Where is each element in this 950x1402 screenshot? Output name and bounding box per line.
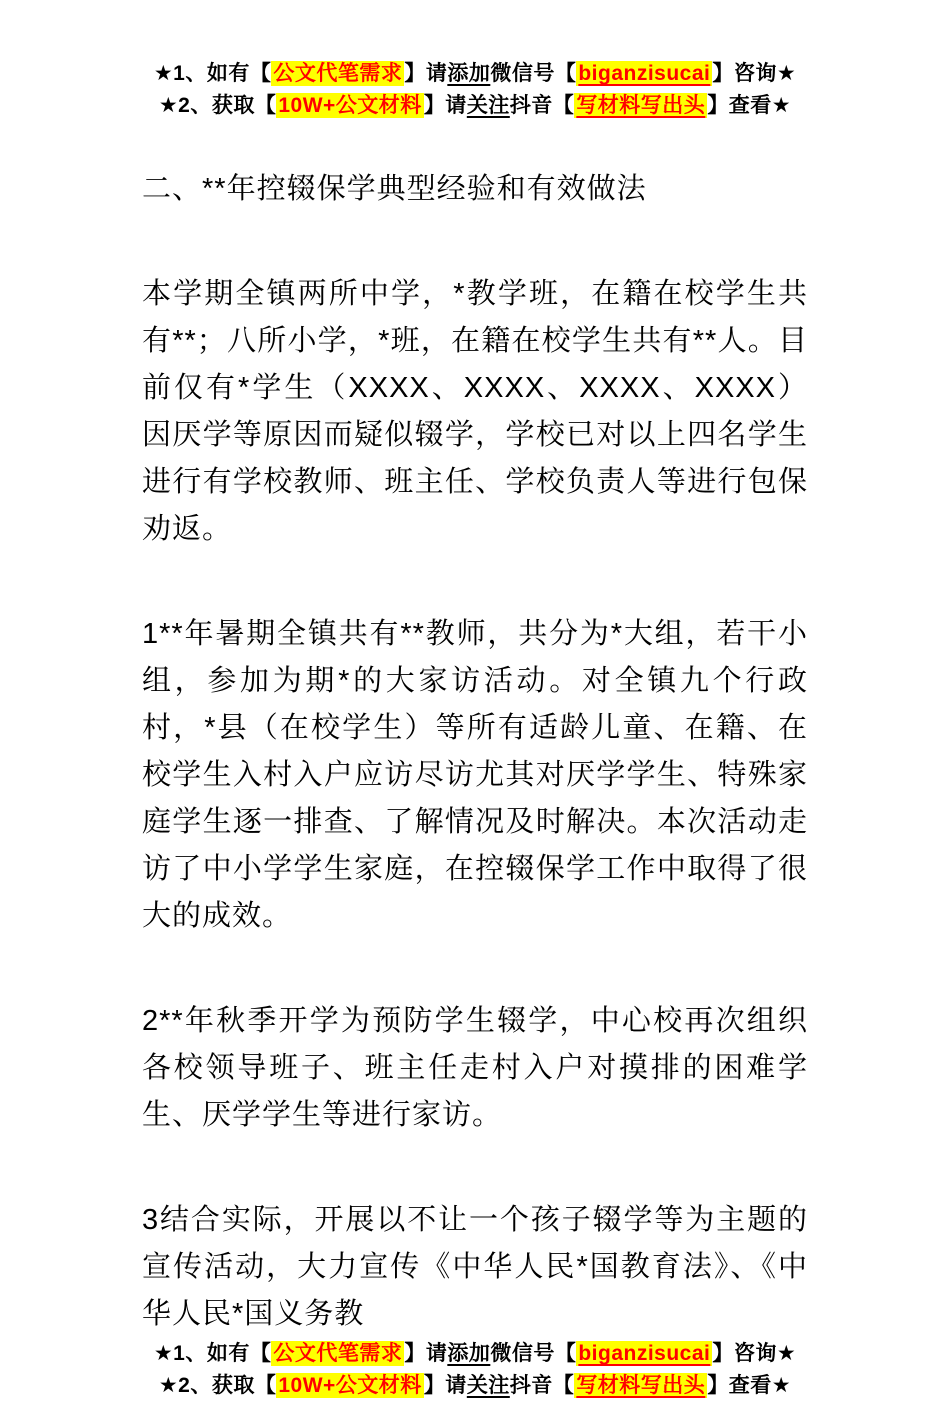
paragraph-2: 1**年暑期全镇共有**教师，共分为*大组，若干小组，参加为期*的大家访活动。对全镇九个行政村，*县（在校学生）等所有适龄儿童、在籍、在校学生入村入户应访尽访尤其对厌学学生、特殊家庭学生逐一排查、了解情况及时解决。本次活动走访了中小学学生家庭，在控辍保学工作中取得了很大的成效。: [142, 618, 808, 932]
promo-segment: 添加: [447, 1342, 491, 1365]
promo-segment: 】查看★: [707, 1374, 792, 1397]
promo-segment: 】请: [404, 1342, 448, 1365]
promo-segment: 】请: [423, 1374, 467, 1397]
promo-footer: [142, 1338, 808, 1402]
promo-segment: 关注: [466, 1374, 510, 1397]
promo-segment: 微信号【: [490, 1342, 577, 1365]
promo-header-line-1: [142, 58, 808, 90]
promo-segment: ★1、如有【: [153, 62, 272, 85]
promo-segment: 10W+公文材料: [278, 1374, 422, 1397]
promo-segment: 】咨询★: [712, 62, 797, 85]
promo-segment: biganzisucai: [578, 1342, 711, 1365]
promo-footer-line-1: [142, 1338, 808, 1370]
document-body: [142, 166, 808, 1338]
promo-segment: 写材料写出头: [576, 94, 706, 117]
paragraph-3: 2**年秋季开学为预防学生辍学，中心校再次组织各校领导班子、班主任走村入户对摸排的困难学生、厌学学生等进行家访。: [142, 1005, 808, 1131]
promo-segment: 】查看★: [707, 94, 792, 117]
promo-segment: 添加: [447, 62, 491, 85]
promo-header: [142, 58, 808, 122]
promo-segment: 抖音【: [509, 1374, 575, 1397]
promo-segment: 关注: [466, 94, 510, 117]
promo-segment: 】请: [423, 94, 467, 117]
promo-footer-line-2: [142, 1370, 808, 1402]
promo-segment: 】请: [404, 62, 448, 85]
section-heading: 二、**年控辍保学典型经验和有效做法: [142, 173, 647, 205]
promo-segment: biganzisucai: [578, 62, 711, 85]
promo-segment: 微信号【: [490, 62, 577, 85]
promo-segment: 写材料写出头: [576, 1374, 706, 1397]
promo-segment: ★1、如有【: [153, 1342, 272, 1365]
promo-segment: 抖音【: [509, 94, 575, 117]
promo-segment: ★2、获取【: [158, 1374, 277, 1397]
promo-segment: 10W+公文材料: [278, 94, 422, 117]
promo-header-line-2: [142, 90, 808, 122]
promo-segment: ★2、获取【: [158, 94, 277, 117]
paragraph-4: 3结合实际，开展以不让一个孩子辍学等为主题的宣传活动，大力宣传《中华人民*国教育法》、《中华人民*国义务教: [142, 1204, 808, 1330]
promo-segment: 】咨询★: [712, 1342, 797, 1365]
promo-segment: 公文代笔需求: [273, 1342, 403, 1365]
promo-segment: 公文代笔需求: [273, 62, 403, 85]
paragraph-1: 本学期全镇两所中学，*教学班，在籍在校学生共有**；八所小学，*班，在籍在校学生共有**人。目前仅有*学生（XXXX、XXXX、XXXX、XXXX）因厌学等原因而疑似辍学，学校已对以上四名学生进行有学校教师、班主任、学校负责人等进行包保劝返。: [142, 278, 808, 545]
